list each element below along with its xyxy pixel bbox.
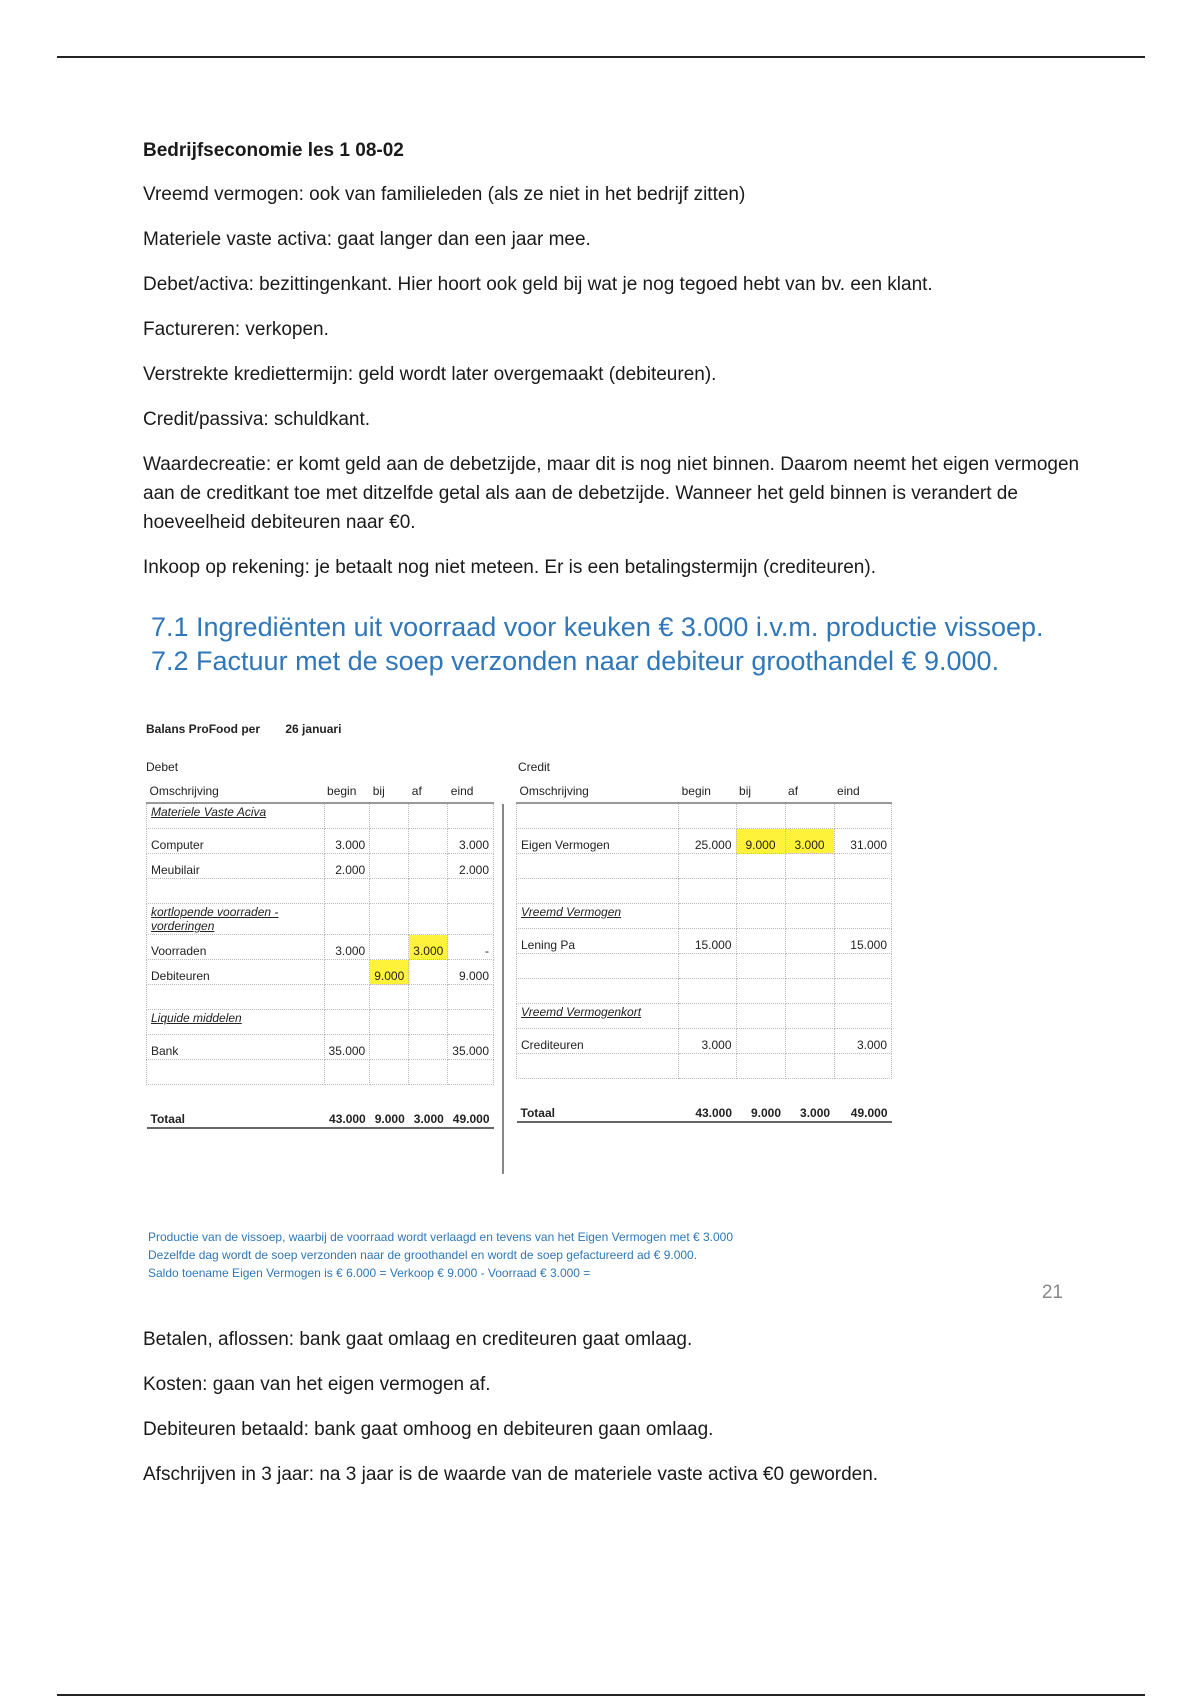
total-label: Totaal bbox=[147, 1101, 325, 1128]
row-label: Lening Pa bbox=[517, 929, 679, 954]
paragraph: Afschrijven in 3 jaar: na 3 jaar is de waarde van de materiele vaste activa €0 geworden. bbox=[143, 1464, 879, 1485]
paragraph: Betalen, aflossen: bank gaat omlaag en crediteuren gaat omlaag. bbox=[143, 1329, 693, 1350]
value-cell-eind: 2.000 bbox=[448, 854, 494, 879]
table-row bbox=[517, 829, 892, 854]
value-cell-eind: 3.000 bbox=[448, 829, 494, 854]
empty-cell bbox=[324, 803, 370, 829]
group-label: Liquide middelen bbox=[147, 1010, 325, 1035]
empty-cell bbox=[736, 954, 785, 979]
empty-cell bbox=[370, 1085, 409, 1102]
empty-cell bbox=[679, 1079, 736, 1096]
empty-cell bbox=[370, 1010, 409, 1035]
empty-cell bbox=[409, 879, 448, 904]
slide-note: Dezelfde dag wordt de soep verzonden naar de groothandel en wordt de soep gefactureerd ad € 9.000. bbox=[148, 1248, 698, 1262]
total-value-eind: 49.000 bbox=[448, 1101, 494, 1128]
value-cell-bij bbox=[370, 854, 409, 879]
group-label: Materiele Vaste Aciva bbox=[147, 803, 325, 829]
table-header-row bbox=[147, 780, 494, 803]
empty-cell bbox=[834, 1054, 891, 1079]
slide-notes bbox=[143, 1228, 733, 1282]
slide-heading-line: 7.2 Factuur met de soep verzonden naar debiteur groothandel € 9.000. bbox=[151, 646, 1000, 676]
paragraph: Debet/activa: bezittingenkant. Hier hoort ook geld bij wat je nog tegoed hebt van bv. een klant. bbox=[143, 274, 933, 295]
empty-cell bbox=[785, 803, 834, 829]
empty-cell bbox=[370, 1060, 409, 1085]
total-value-begin: 43.000 bbox=[679, 1095, 736, 1122]
empty-cell bbox=[448, 803, 494, 829]
debet-label: Debet bbox=[146, 760, 179, 774]
paragraph: Kosten: gaan van het eigen vermogen af. bbox=[143, 1374, 491, 1395]
group-label: kortlopende voorraden - vorderingen bbox=[147, 904, 325, 935]
value-cell-begin: 25.000 bbox=[679, 829, 736, 854]
empty-cell bbox=[785, 879, 834, 904]
value-cell-begin: 3.000 bbox=[324, 829, 370, 854]
table-row bbox=[147, 904, 494, 935]
value-cell-begin bbox=[324, 960, 370, 985]
row-label: Meubilair bbox=[147, 854, 325, 879]
empty-cell bbox=[324, 904, 370, 935]
empty-cell bbox=[448, 985, 494, 1010]
value-cell-af bbox=[409, 1035, 448, 1060]
total-value-af: 3.000 bbox=[785, 1095, 834, 1122]
value-cell-bij bbox=[370, 829, 409, 854]
empty-cell bbox=[834, 1004, 891, 1029]
table-row bbox=[517, 1029, 892, 1054]
value-cell-eind: 35.000 bbox=[448, 1035, 494, 1060]
table-row bbox=[147, 1010, 494, 1035]
empty-cell bbox=[679, 1054, 736, 1079]
column-header: begin bbox=[679, 780, 736, 803]
empty-cell bbox=[785, 1054, 834, 1079]
empty-cell bbox=[324, 1060, 370, 1085]
balance-date: 26 januari bbox=[285, 722, 342, 736]
empty-cell bbox=[448, 904, 494, 935]
paragraph: Verstrekte krediettermijn: geld wordt later overgemaakt (debiteuren). bbox=[143, 364, 717, 385]
value-cell-eind: 15.000 bbox=[834, 929, 891, 954]
empty-cell bbox=[324, 1010, 370, 1035]
debet-table bbox=[146, 780, 494, 1129]
table-row bbox=[517, 904, 892, 929]
value-cell-begin: 3.000 bbox=[324, 935, 370, 960]
column-header: begin bbox=[324, 780, 370, 803]
empty-cell bbox=[736, 979, 785, 1004]
empty-cell bbox=[736, 1079, 785, 1096]
empty-cell bbox=[147, 1085, 325, 1102]
empty-cell bbox=[409, 1085, 448, 1102]
table-row bbox=[147, 829, 494, 854]
empty-cell bbox=[370, 879, 409, 904]
empty-cell bbox=[370, 803, 409, 829]
empty-cell bbox=[517, 979, 679, 1004]
empty-cell bbox=[834, 803, 891, 829]
paragraph: Inkoop op rekening: je betaalt nog niet meteen. Er is een betalingstermijn (crediteuren). bbox=[143, 557, 876, 578]
empty-cell bbox=[785, 1079, 834, 1096]
top-rule bbox=[57, 56, 1145, 58]
empty-cell bbox=[409, 1060, 448, 1085]
table-row bbox=[517, 954, 892, 979]
table-row bbox=[517, 803, 892, 829]
empty-cell bbox=[409, 803, 448, 829]
empty-cell bbox=[834, 1079, 891, 1096]
empty-cell bbox=[517, 1079, 679, 1096]
empty-cell bbox=[679, 904, 736, 929]
empty-cell bbox=[409, 904, 448, 935]
table-row bbox=[517, 854, 892, 879]
value-cell-begin: 3.000 bbox=[679, 1029, 736, 1054]
document-body-bottom bbox=[143, 1325, 1083, 1505]
slide-note: Saldo toename Eigen Vermogen is € 6.000 = Verkoop € 9.000 - Voorraad € 3.000 = bbox=[148, 1266, 591, 1280]
empty-cell bbox=[736, 1054, 785, 1079]
empty-cell bbox=[324, 879, 370, 904]
slide-heading-line: 7.1 Ingrediënten uit voorraad voor keuken € 3.000 i.v.m. productie vissoep. bbox=[151, 612, 1044, 642]
value-cell-bij: 9.000 bbox=[370, 960, 409, 985]
column-header: Omschrijving bbox=[517, 780, 679, 803]
table-divider bbox=[502, 804, 504, 1174]
table-row bbox=[147, 985, 494, 1010]
bottom-rule bbox=[57, 1694, 1145, 1696]
column-header: bij bbox=[736, 780, 785, 803]
empty-cell bbox=[834, 854, 891, 879]
table-row bbox=[147, 879, 494, 904]
row-label: Voorraden bbox=[147, 935, 325, 960]
value-cell-eind: - bbox=[448, 935, 494, 960]
value-cell-af bbox=[785, 1029, 834, 1054]
paragraph: Factureren: verkopen. bbox=[143, 319, 329, 340]
empty-cell bbox=[517, 879, 679, 904]
empty-cell bbox=[834, 904, 891, 929]
empty-cell bbox=[679, 979, 736, 1004]
value-cell-eind: 31.000 bbox=[834, 829, 891, 854]
empty-cell bbox=[785, 854, 834, 879]
total-value-af: 3.000 bbox=[409, 1101, 448, 1128]
paragraph: Waardecreatie: er komt geld aan de debetzijde, maar dit is nog niet binnen. Daarom neemt het eigen vermogen aan de creditkant toe met ditzelfde getal als aan de debetzijde. Wanneer het geld binnen is verandert de hoeveelheid debiteuren naar €0. bbox=[143, 454, 1080, 533]
table-row bbox=[147, 854, 494, 879]
empty-cell bbox=[370, 904, 409, 935]
balance-sheet bbox=[146, 722, 906, 1126]
table-row bbox=[147, 1035, 494, 1060]
empty-cell bbox=[736, 854, 785, 879]
value-cell-bij bbox=[370, 935, 409, 960]
table-row bbox=[517, 879, 892, 904]
total-value-bij: 9.000 bbox=[370, 1101, 409, 1128]
gap-row bbox=[147, 1085, 494, 1102]
gap-row bbox=[517, 1079, 892, 1096]
empty-cell bbox=[679, 854, 736, 879]
empty-cell bbox=[324, 1085, 370, 1102]
empty-cell bbox=[147, 985, 325, 1010]
group-label: Vreemd Vermogen bbox=[517, 904, 679, 929]
balance-title bbox=[146, 722, 906, 736]
value-cell-af bbox=[409, 829, 448, 854]
table-row bbox=[517, 979, 892, 1004]
credit-label: Credit bbox=[518, 760, 551, 774]
value-cell-af bbox=[785, 929, 834, 954]
value-cell-af bbox=[409, 960, 448, 985]
empty-cell bbox=[736, 904, 785, 929]
value-cell-af bbox=[409, 854, 448, 879]
empty-cell bbox=[448, 1085, 494, 1102]
value-cell-eind: 9.000 bbox=[448, 960, 494, 985]
empty-cell bbox=[736, 803, 785, 829]
empty-cell bbox=[834, 879, 891, 904]
balance-title-text: Balans ProFood per bbox=[146, 722, 261, 736]
column-header: af bbox=[409, 780, 448, 803]
table-row bbox=[517, 1004, 892, 1029]
paragraph: Vreemd vermogen: ook van familieleden (als ze niet in het bedrijf zitten) bbox=[143, 184, 746, 205]
empty-cell bbox=[147, 1060, 325, 1085]
row-label: Debiteuren bbox=[147, 960, 325, 985]
empty-cell bbox=[517, 954, 679, 979]
empty-cell bbox=[834, 979, 891, 1004]
empty-cell bbox=[785, 1004, 834, 1029]
column-header: eind bbox=[834, 780, 891, 803]
empty-cell bbox=[679, 879, 736, 904]
empty-cell bbox=[785, 954, 834, 979]
empty-cell bbox=[409, 985, 448, 1010]
page-title: Bedrijfseconomie les 1 08-02 bbox=[143, 140, 404, 161]
value-cell-bij: 9.000 bbox=[736, 829, 785, 854]
table-row bbox=[147, 960, 494, 985]
column-header: af bbox=[785, 780, 834, 803]
paragraph: Materiele vaste activa: gaat langer dan een jaar mee. bbox=[143, 229, 591, 250]
value-cell-af: 3.000 bbox=[785, 829, 834, 854]
empty-cell bbox=[785, 904, 834, 929]
table-header-row bbox=[517, 780, 892, 803]
empty-cell bbox=[448, 1010, 494, 1035]
empty-cell bbox=[679, 803, 736, 829]
empty-cell bbox=[517, 803, 679, 829]
total-value-begin: 43.000 bbox=[324, 1101, 370, 1128]
table-row bbox=[517, 929, 892, 954]
table-row bbox=[147, 1060, 494, 1085]
value-cell-begin: 35.000 bbox=[324, 1035, 370, 1060]
total-row bbox=[517, 1095, 892, 1122]
value-cell-bij bbox=[370, 1035, 409, 1060]
empty-cell bbox=[448, 879, 494, 904]
row-label: Crediteuren bbox=[517, 1029, 679, 1054]
row-label: Eigen Vermogen bbox=[517, 829, 679, 854]
empty-cell bbox=[147, 879, 325, 904]
value-cell-af: 3.000 bbox=[409, 935, 448, 960]
total-label: Totaal bbox=[517, 1095, 679, 1122]
empty-cell bbox=[736, 1004, 785, 1029]
credit-table bbox=[516, 780, 892, 1123]
value-cell-eind: 3.000 bbox=[834, 1029, 891, 1054]
column-header: bij bbox=[370, 780, 409, 803]
empty-cell bbox=[517, 1054, 679, 1079]
value-cell-bij bbox=[736, 929, 785, 954]
empty-cell bbox=[834, 954, 891, 979]
slide-number: 21 bbox=[1041, 1282, 1063, 1303]
empty-cell bbox=[409, 1010, 448, 1035]
paragraph: Credit/passiva: schuldkant. bbox=[143, 409, 371, 430]
column-header: eind bbox=[448, 780, 494, 803]
paragraph: Debiteuren betaald: bank gaat omhoog en debiteuren gaan omlaag. bbox=[143, 1419, 714, 1440]
value-cell-bij bbox=[736, 1029, 785, 1054]
document-body bbox=[143, 140, 1083, 598]
total-value-eind: 49.000 bbox=[834, 1095, 891, 1122]
empty-cell bbox=[517, 854, 679, 879]
table-row bbox=[147, 803, 494, 829]
row-label: Computer bbox=[147, 829, 325, 854]
row-label: Bank bbox=[147, 1035, 325, 1060]
empty-cell bbox=[370, 985, 409, 1010]
empty-cell bbox=[679, 954, 736, 979]
table-row bbox=[147, 935, 494, 960]
column-header: Omschrijving bbox=[147, 780, 325, 803]
table-row bbox=[517, 1054, 892, 1079]
empty-cell bbox=[324, 985, 370, 1010]
total-row bbox=[147, 1101, 494, 1128]
empty-cell bbox=[736, 879, 785, 904]
value-cell-begin: 2.000 bbox=[324, 854, 370, 879]
embedded-slide bbox=[143, 610, 1063, 1303]
total-value-bij: 9.000 bbox=[736, 1095, 785, 1122]
empty-cell bbox=[448, 1060, 494, 1085]
empty-cell bbox=[679, 1004, 736, 1029]
slide-note: Productie van de vissoep, waarbij de voorraad wordt verlaagd en tevens van het Eigen Vermogen met € 3.000 bbox=[148, 1230, 734, 1244]
value-cell-begin: 15.000 bbox=[679, 929, 736, 954]
empty-cell bbox=[785, 979, 834, 1004]
group-label: Vreemd Vermogenkort bbox=[517, 1004, 679, 1029]
